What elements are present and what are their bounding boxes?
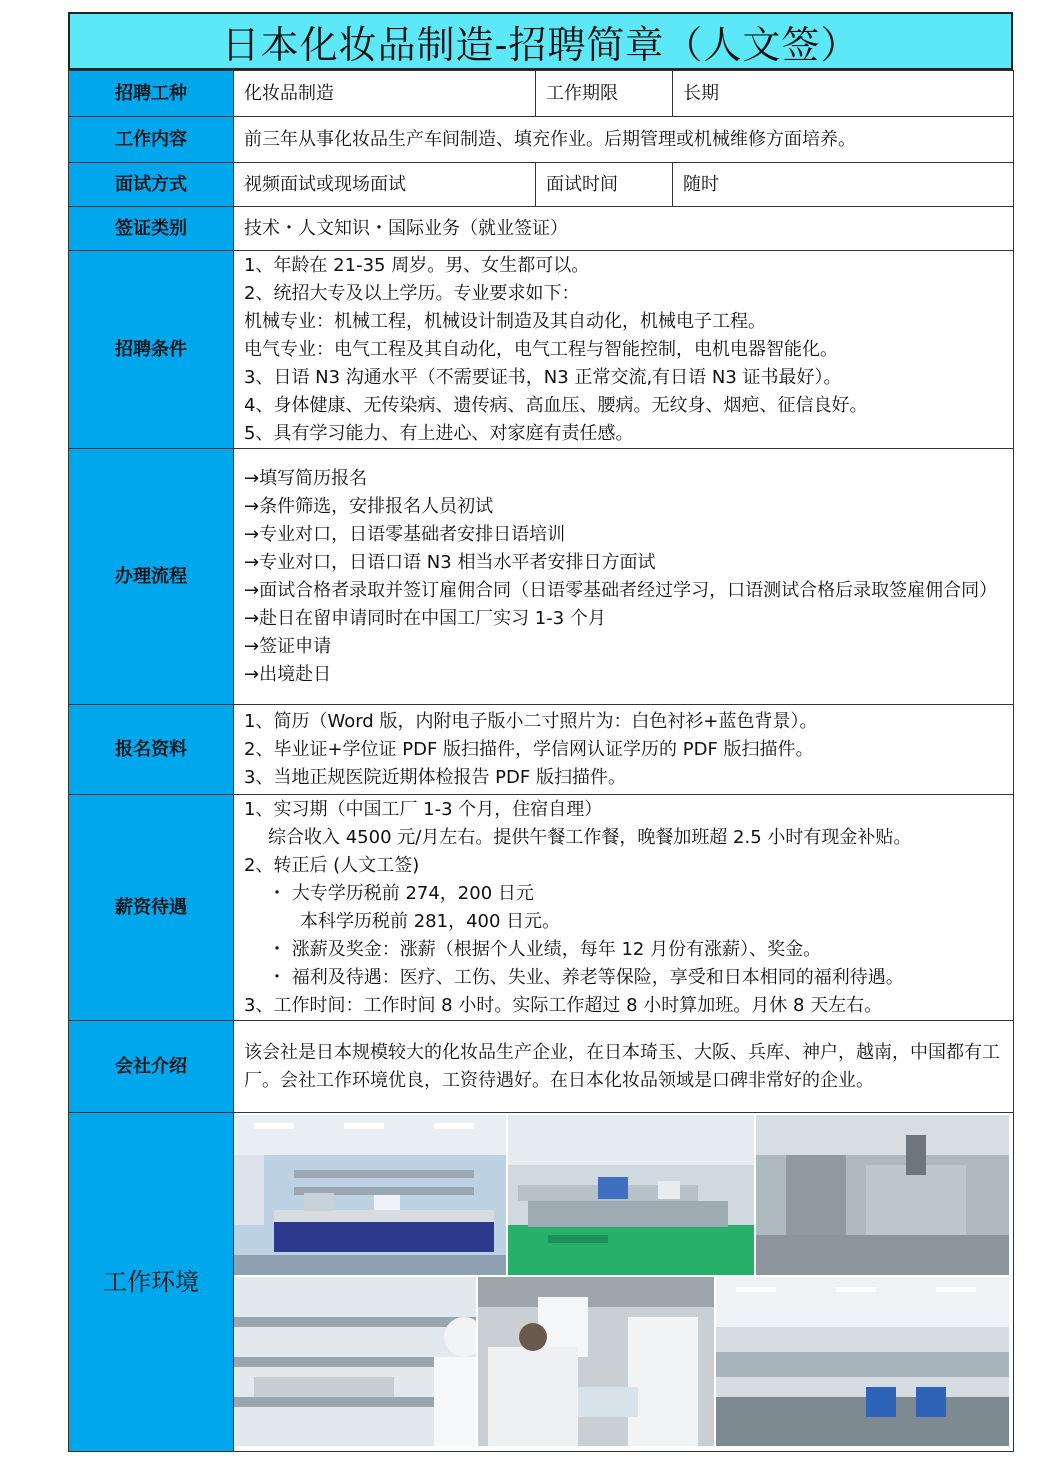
page-title: 日本化妆品制造-招聘简章（人文签） [68, 12, 1013, 70]
photo-lab [234, 1115, 506, 1275]
label-company: 会社介绍 [69, 1021, 234, 1113]
recruitment-sheet [68, 12, 1013, 1452]
process-step: →面试合格者录取并签订雇佣合同（日语零基础者经过学习，口语测试合格后录取签雇佣合同） [244, 579, 998, 601]
condition-line: 机械专业：机械工程，机械设计制造及其自动化，机械电子工程。 [244, 310, 766, 332]
row-interview [69, 163, 1014, 207]
value-documents [234, 705, 1014, 795]
photo-production-line [508, 1115, 754, 1275]
value-company: 该会社是日本规模较大的化妆品生产企业，在日本琦玉、大阪、兵库、神户，越南，中国都有工厂。会社工作环境优良，工资待遇好。在日本化妆品领域是口碑非常好的企业。 [234, 1021, 1014, 1113]
label-salary: 薪资待遇 [69, 795, 234, 1021]
label-environment: 工作环境 [69, 1113, 234, 1452]
salary-line: 2、转正后 (人文工签) [244, 854, 420, 876]
label-interview-time: 面试时间 [536, 163, 673, 207]
label-interview: 面试方式 [69, 163, 234, 207]
condition-line: 4、身体健康、无传染病、遗传病、高血压、腰病。无纹身、烟疤、征信良好。 [244, 394, 868, 416]
label-content: 工作内容 [69, 117, 234, 163]
value-job-type: 化妆品制造 [234, 71, 536, 117]
document-line: 3、当地正规医院近期体检报告 PDF 版扫描件。 [244, 766, 626, 788]
condition-line: 3、日语 N3 沟通水平（不需要证书，N3 正常交流,有日语 N3 证书最好）。 [244, 366, 842, 388]
value-job-period: 长期 [673, 71, 1014, 117]
condition-line: 2、统招大专及以上学历。专业要求如下： [244, 282, 580, 304]
process-step: →专业对口，日语口语 N3 相当水平者安排日方面试 [244, 551, 656, 573]
document-line: 2、毕业证+学位证 PDF 版扫描件，学信网认证学历的 PDF 版扫描件。 [244, 738, 814, 760]
label-conditions: 招聘条件 [69, 251, 234, 449]
value-content: 前三年从事化妆品生产车间制造、填充作业。后期管理或机械维修方面培养。 [234, 117, 1014, 163]
info-table [68, 70, 1014, 1452]
process-step: →条件筛选，安排报名人员初试 [244, 495, 494, 517]
value-salary [234, 795, 1014, 1021]
row-documents [69, 705, 1014, 795]
value-interview: 视频面试或现场面试 [234, 163, 536, 207]
process-step: →赴日在留申请同时在中国工厂实习 1-3 个月 [244, 607, 606, 629]
condition-line: 电气专业：电气工程及其自动化，电气工程与智能控制，电机电器智能化。 [244, 338, 838, 360]
process-step: →签证申请 [244, 635, 332, 657]
row-company [69, 1021, 1014, 1113]
process-step: →填写简历报名 [244, 467, 368, 489]
value-conditions [234, 251, 1014, 449]
row-salary [69, 795, 1014, 1021]
row-environment [69, 1113, 1014, 1452]
process-step: →出境赴日 [244, 663, 332, 685]
label-process: 办理流程 [69, 449, 234, 705]
row-visa [69, 207, 1014, 251]
salary-line: 本科学历税前 281，400 日元。 [300, 910, 561, 932]
row-conditions [69, 251, 1014, 449]
salary-line: ・ 福利及待遇：医疗、工伤、失业、养老等保险，享受和日本相同的福利待遇。 [268, 966, 904, 988]
salary-line: ・ 涨薪及奖金：涨薪（根据个人业绩，每年 12 月份有涨薪）、奖金。 [268, 938, 822, 960]
value-interview-time: 随时 [673, 163, 1014, 207]
process-step: →专业对口，日语零基础者安排日语培训 [244, 523, 566, 545]
photo-cleanroom [716, 1277, 1009, 1446]
label-documents: 报名资料 [69, 705, 234, 795]
salary-line: 综合收入 4500 元/月左右。提供午餐工作餐，晚餐加班超 2.5 小时有现金补贴。 [268, 826, 912, 848]
row-process [69, 449, 1014, 705]
condition-line: 1、年龄在 21-35 周岁。男、女生都可以。 [244, 254, 590, 276]
row-content [69, 117, 1014, 163]
photo-inspection-workers [478, 1277, 714, 1446]
photo-factory-floor [756, 1115, 1009, 1275]
label-visa: 签证类别 [69, 207, 234, 251]
value-process [234, 449, 1014, 705]
label-job-period: 工作期限 [536, 71, 673, 117]
salary-line: 1、实习期（中国工厂 1-3 个月，住宿自理） [244, 798, 603, 820]
salary-line: 3、工作时间：工作时间 8 小时。实际工作超过 8 小时算加班。月休 8 天左右。 [244, 994, 883, 1016]
value-visa: 技术・人文知识・国际业务（就业签证） [234, 207, 1014, 251]
label-job-type: 招聘工种 [69, 71, 234, 117]
document-line: 1、简历（Word 版，内附电子版小二寸照片为：白色衬衫+蓝色背景）。 [244, 710, 818, 732]
photo-lab-worker [234, 1277, 476, 1446]
row-job-type [69, 71, 1014, 117]
condition-line: 5、具有学习能力、有上进心、对家庭有责任感。 [244, 422, 634, 444]
environment-photos [234, 1113, 1014, 1452]
salary-line: ・ 大专学历税前 274，200 日元 [268, 882, 534, 904]
